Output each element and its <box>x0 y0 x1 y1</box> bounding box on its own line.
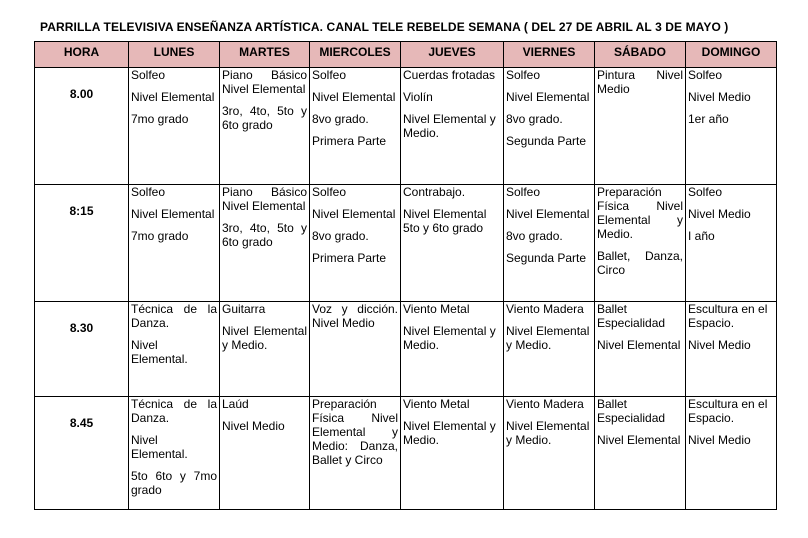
table-row <box>35 185 777 302</box>
cell-text: Contrabajo. <box>403 185 466 199</box>
header-sabado: SÁBADO <box>595 42 686 68</box>
cell-text: Nivel Elemental 5to y 6to grado <box>403 207 487 235</box>
cell-text: Piano Básico Nivel Elemental <box>222 185 307 213</box>
cell-text: Solfeo <box>131 68 166 82</box>
cell-text: 3ro, 4to, 5to y 6to grado <box>222 221 307 249</box>
cell-text: Nivel Elemental <box>506 207 590 221</box>
cell-martes <box>220 302 310 397</box>
header-lunes: LUNES <box>129 42 220 68</box>
cell-text: Violín <box>403 90 433 104</box>
cell-text: Ballet Especialidad <box>597 397 666 425</box>
cell-text: Nivel Elemental <box>597 433 681 447</box>
cell-jueves <box>401 302 504 397</box>
document-title: PARRILLA TELEVISIVA ENSEÑANZA ARTÍSTICA. CANAL TELE REBELDE SEMANA ( DEL 27 DE ABRIL AL 3 DE MAYO ) <box>40 20 729 34</box>
cell-lunes <box>129 302 220 397</box>
time-cell <box>35 68 129 185</box>
cell-viernes <box>504 397 595 510</box>
cell-text: Preparación Física Nivel Elemental y Medio: Danza, Ballet y Circo <box>312 397 398 467</box>
cell-miercoles <box>310 185 401 302</box>
cell-text: Nivel Elemental <box>312 207 396 221</box>
cell-text: Escultura en el Espacio. <box>688 302 768 330</box>
header-miercoles: MIERCOLES <box>310 42 401 68</box>
cell-text: Primera Parte <box>312 251 387 265</box>
cell-text: Segunda Parte <box>506 134 587 148</box>
cell-text: Técnica de la Danza. <box>131 397 217 425</box>
cell-text: Nivel Medio <box>222 419 285 433</box>
cell-martes <box>220 397 310 510</box>
cell-text: Nivel Elemental y Medio. <box>403 112 496 140</box>
cell-text: Nivel Elemental <box>312 90 396 104</box>
cell-text: Viento Metal <box>403 302 470 316</box>
time-cell <box>35 302 129 397</box>
cell-jueves <box>401 397 504 510</box>
cell-text: Preparación Física Nivel Elemental y Medio. <box>597 185 683 241</box>
cell-text: Nivel Elemental <box>131 207 215 221</box>
cell-viernes <box>504 185 595 302</box>
cell-jueves <box>401 185 504 302</box>
cell-text: 8vo grado. <box>506 229 563 243</box>
cell-text: Cuerdas frotadas <box>403 68 496 82</box>
cell-text: Nivel Medio <box>688 433 751 447</box>
cell-text: Solfeo <box>506 185 541 199</box>
cell-text: Ballet Especialidad <box>597 302 666 330</box>
cell-lunes <box>129 68 220 185</box>
cell-text: Solfeo <box>688 68 723 82</box>
cell-martes <box>220 68 310 185</box>
cell-text: Solfeo <box>506 68 541 82</box>
cell-sabado <box>595 302 686 397</box>
time-cell <box>35 185 129 302</box>
cell-domingo <box>686 302 777 397</box>
cell-text: Segunda Parte <box>506 251 587 265</box>
cell-text: 5to 6to y 7mo grado <box>131 469 217 497</box>
cell-text: Nivel Medio <box>688 338 751 352</box>
cell-viernes <box>504 68 595 185</box>
cell-text: Nivel Elemental <box>506 90 590 104</box>
cell-text: Técnica de la Danza. <box>131 302 217 330</box>
header-row <box>35 42 777 68</box>
cell-lunes <box>129 397 220 510</box>
cell-text: Viento Metal <box>403 397 470 411</box>
time-cell <box>35 397 129 510</box>
table-row <box>35 302 777 397</box>
cell-sabado <box>595 185 686 302</box>
cell-text: Primera Parte <box>312 134 387 148</box>
time-label: 8.45 <box>69 416 94 430</box>
cell-text: Solfeo <box>312 185 347 199</box>
cell-text: Solfeo <box>312 68 347 82</box>
cell-text: Viento Madera <box>506 397 584 411</box>
cell-lunes <box>129 185 220 302</box>
header-domingo: DOMINGO <box>686 42 777 68</box>
cell-miercoles <box>310 68 401 185</box>
cell-domingo <box>686 185 777 302</box>
table-row <box>35 397 777 510</box>
cell-text: 1er año <box>688 112 729 126</box>
cell-viernes <box>504 302 595 397</box>
table-row <box>35 68 777 185</box>
cell-text: Nivel Elemental y Medio. <box>506 324 590 352</box>
schedule-table <box>34 41 777 510</box>
cell-text: 7mo grado <box>131 229 189 243</box>
cell-text: Nivel Elemental <box>131 90 215 104</box>
cell-text: 8vo grado. <box>312 229 369 243</box>
cell-text: Nivel Elemental <box>597 338 681 352</box>
time-label: 8.30 <box>69 321 94 335</box>
cell-text: Nivel Medio <box>688 207 751 221</box>
cell-sabado <box>595 68 686 185</box>
cell-text: Nivel Elemental. <box>131 433 188 461</box>
cell-text: 8vo grado. <box>312 112 369 126</box>
cell-miercoles <box>310 302 401 397</box>
cell-text: Nivel Elemental y Medio. <box>506 419 590 447</box>
cell-text: Escultura en el Espacio. <box>688 397 768 425</box>
header-hora: HORA <box>35 42 129 68</box>
cell-text: Solfeo <box>688 185 723 199</box>
cell-domingo <box>686 68 777 185</box>
time-label: 8.00 <box>69 87 94 101</box>
cell-jueves <box>401 68 504 185</box>
cell-text: Voz y dicción. Nivel Medio <box>312 302 398 330</box>
cell-text: 7mo grado <box>131 112 189 126</box>
cell-martes <box>220 185 310 302</box>
cell-text: Viento Madera <box>506 302 584 316</box>
cell-text: I año <box>688 229 715 243</box>
cell-text: 8vo grado. <box>506 112 563 126</box>
header-jueves: JUEVES <box>401 42 504 68</box>
cell-text: 3ro, 4to, 5to y 6to grado <box>222 104 307 132</box>
cell-text: Nivel Elemental. <box>131 338 188 366</box>
cell-text: Laúd <box>222 397 249 411</box>
cell-text: Nivel Medio <box>688 90 751 104</box>
cell-text: Nivel Elemental y Medio. <box>403 419 496 447</box>
header-martes: MARTES <box>220 42 310 68</box>
cell-text: Pintura Nivel Medio <box>597 68 683 96</box>
cell-text: Guitarra <box>222 302 266 316</box>
cell-sabado <box>595 397 686 510</box>
cell-text: Piano Básico Nivel Elemental <box>222 68 307 96</box>
cell-text: Nivel Elemental y Medio. <box>222 324 307 352</box>
cell-text: Nivel Elemental y Medio. <box>403 324 496 352</box>
cell-domingo <box>686 397 777 510</box>
cell-text: Solfeo <box>131 185 166 199</box>
cell-miercoles <box>310 397 401 510</box>
cell-text: Ballet, Danza, Circo <box>597 249 683 277</box>
time-label: 8:15 <box>69 204 94 218</box>
header-viernes: VIERNES <box>504 42 595 68</box>
